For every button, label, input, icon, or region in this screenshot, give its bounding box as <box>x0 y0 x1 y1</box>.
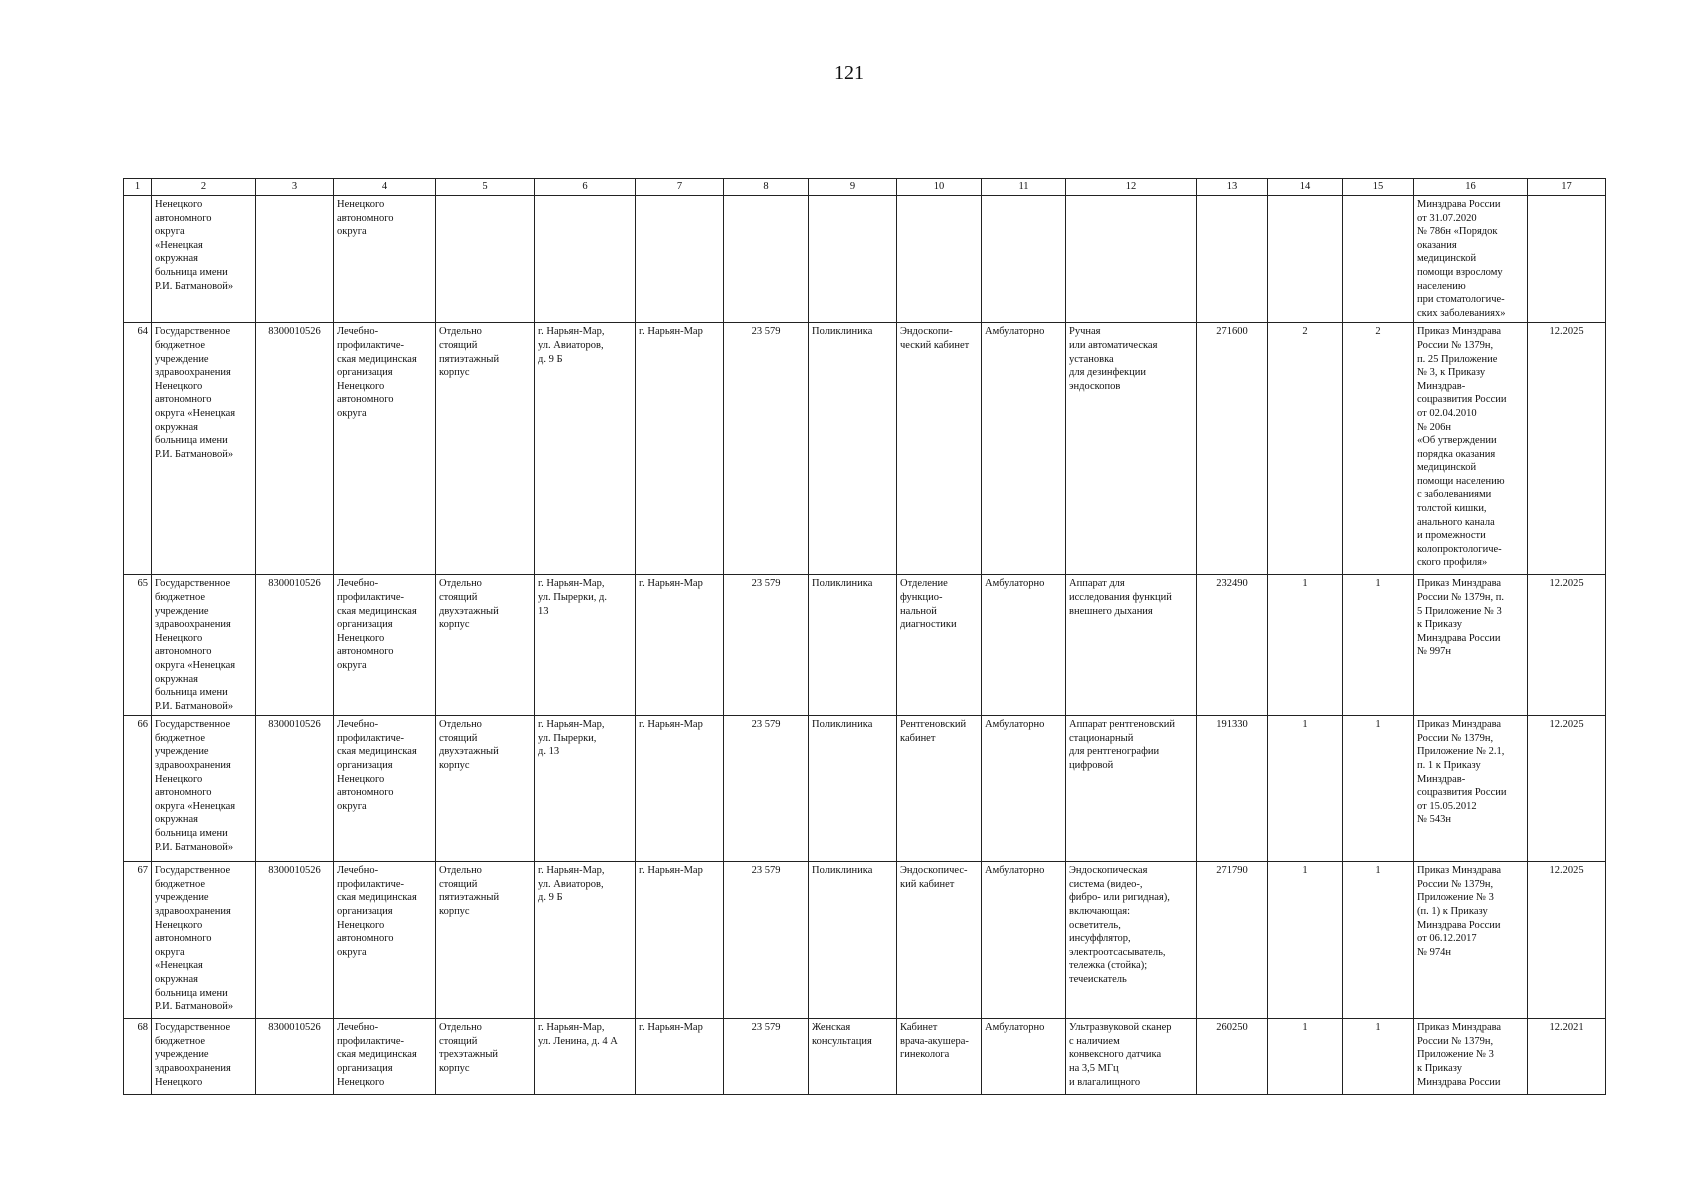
column-number: 9 <box>809 179 897 196</box>
table-cell: 271600 <box>1197 323 1268 575</box>
column-number: 12 <box>1066 179 1197 196</box>
table-cell: 65 <box>124 575 152 716</box>
table-cell: Лечебно- профилактиче- ская медицинская организация Ненецкого автономного округа <box>334 716 436 862</box>
table-cell: Лечебно- профилактиче- ская медицинская организация Ненецкого <box>334 1019 436 1095</box>
table-row <box>124 323 1606 575</box>
table-cell <box>436 196 535 323</box>
table-cell: г. Нарьян-Мар, ул. Ленина, д. 4 А <box>535 1019 636 1095</box>
table-cell: Лечебно- профилактиче- ская медицинская организация Ненецкого автономного округа <box>334 575 436 716</box>
table-cell: Эндоскопи- ческий кабинет <box>897 323 982 575</box>
table-cell <box>1528 196 1606 323</box>
table-cell: 260250 <box>1197 1019 1268 1095</box>
column-number: 2 <box>152 179 256 196</box>
column-number: 14 <box>1268 179 1343 196</box>
table-cell: 8300010526 <box>256 716 334 862</box>
table-cell: Амбулаторно <box>982 862 1066 1019</box>
table-cell: Отдельно стоящий трехэтажный корпус <box>436 1019 535 1095</box>
table-cell: Поликлиника <box>809 575 897 716</box>
table-cell <box>256 196 334 323</box>
table-cell: Ненецкого автономного округа «Ненецкая окружная больница имени Р.И. Батмановой» <box>152 196 256 323</box>
table-cell: 67 <box>124 862 152 1019</box>
table-cell: Отдельно стоящий двухэтажный корпус <box>436 716 535 862</box>
register-table <box>123 178 1606 1095</box>
table-cell <box>636 196 724 323</box>
table-cell <box>982 196 1066 323</box>
column-number: 8 <box>724 179 809 196</box>
table-cell: г. Нарьян-Мар <box>636 323 724 575</box>
table-cell: Лечебно- профилактиче- ская медицинская организация Ненецкого автономного округа <box>334 323 436 575</box>
table-row <box>124 716 1606 862</box>
table-cell: Ультразвуковой сканер с наличием конвексного датчика на 3,5 МГц и влагалищного <box>1066 1019 1197 1095</box>
table-cell: 23 579 <box>724 716 809 862</box>
table-cell: Отдельно стоящий пятиэтажный корпус <box>436 323 535 575</box>
column-number: 16 <box>1414 179 1528 196</box>
column-number: 10 <box>897 179 982 196</box>
table-cell: Государственное бюджетное учреждение здравоохранения Ненецкого автономного округа «Ненецкая окружная больница имени Р.И. Батмановой» <box>152 862 256 1019</box>
table-cell <box>1343 196 1414 323</box>
column-number: 15 <box>1343 179 1414 196</box>
table-row <box>124 862 1606 1019</box>
table-cell: Лечебно- профилактиче- ская медицинская организация Ненецкого автономного округа <box>334 862 436 1019</box>
table-cell: Поликлиника <box>809 716 897 862</box>
table-cell: 232490 <box>1197 575 1268 716</box>
table-cell: Приказ Минздрава России № 1379н, п. 5 Приложение № 3 к Приказу Минздрава России № 997н <box>1414 575 1528 716</box>
table-cell: Отдельно стоящий двухэтажный корпус <box>436 575 535 716</box>
table-cell: Приказ Минздрава России № 1379н, Приложение № 2.1, п. 1 к Приказу Минздрав- соцразвития России от 15.05.2012 № 543н <box>1414 716 1528 862</box>
column-number: 3 <box>256 179 334 196</box>
table-cell: г. Нарьян-Мар <box>636 1019 724 1095</box>
table-cell: Ручная или автоматическая установка для дезинфекции эндоскопов <box>1066 323 1197 575</box>
table-cell: 8300010526 <box>256 575 334 716</box>
table-cell: 1 <box>1343 716 1414 862</box>
table-cell: Минздрава России от 31.07.2020 № 786н «Порядок оказания медицинской помощи взрослому населению при стоматологиче- ских заболеваниях» <box>1414 196 1528 323</box>
column-number: 4 <box>334 179 436 196</box>
table-cell: 23 579 <box>724 575 809 716</box>
table-cell: Приказ Минздрава России № 1379н, Приложение № 3 к Приказу Минздрава России <box>1414 1019 1528 1095</box>
table-cell: 12.2025 <box>1528 716 1606 862</box>
table-cell <box>809 196 897 323</box>
table-cell: 1 <box>1343 575 1414 716</box>
table-cell: г. Нарьян-Мар <box>636 716 724 862</box>
table-cell: 23 579 <box>724 862 809 1019</box>
table-cell: г. Нарьян-Мар <box>636 862 724 1019</box>
table-cell: 191330 <box>1197 716 1268 862</box>
table-cell: Ненецкого автономного округа <box>334 196 436 323</box>
table-cell: 8300010526 <box>256 323 334 575</box>
table-cell: 64 <box>124 323 152 575</box>
table-row <box>124 1019 1606 1095</box>
table-cell: 23 579 <box>724 1019 809 1095</box>
column-number: 13 <box>1197 179 1268 196</box>
table-cell <box>724 196 809 323</box>
table-cell: 1 <box>1268 575 1343 716</box>
table-cell: 1 <box>1343 862 1414 1019</box>
table-cell: 1 <box>1268 862 1343 1019</box>
table-cell: Рентгеновский кабинет <box>897 716 982 862</box>
table-cell: Поликлиника <box>809 323 897 575</box>
table-cell <box>1066 196 1197 323</box>
table-cell: 12.2025 <box>1528 323 1606 575</box>
table-cell <box>535 196 636 323</box>
column-number: 6 <box>535 179 636 196</box>
column-number: 17 <box>1528 179 1606 196</box>
table-cell <box>124 196 152 323</box>
table-cell: 66 <box>124 716 152 862</box>
table-cell: Амбулаторно <box>982 716 1066 862</box>
table-cell: 1 <box>1343 1019 1414 1095</box>
table-cell: 12.2021 <box>1528 1019 1606 1095</box>
column-number: 11 <box>982 179 1066 196</box>
table-cell: Кабинет врача-акушера- гинеколога <box>897 1019 982 1095</box>
table-cell: Государственное бюджетное учреждение здравоохранения Ненецкого автономного округа «Ненецкая окружная больница имени Р.И. Батмановой» <box>152 323 256 575</box>
table-cell: г. Нарьян-Мар, ул. Авиаторов, д. 9 Б <box>535 323 636 575</box>
table-cell: г. Нарьян-Мар <box>636 575 724 716</box>
table-cell: 12.2025 <box>1528 862 1606 1019</box>
table-cell <box>897 196 982 323</box>
table-cell: Государственное бюджетное учреждение здравоохранения Ненецкого автономного округа «Ненецкая окружная больница имени Р.И. Батмановой» <box>152 716 256 862</box>
column-number-row <box>124 179 1606 196</box>
table-row <box>124 196 1606 323</box>
table-cell: 1 <box>1268 716 1343 862</box>
column-number: 5 <box>436 179 535 196</box>
table-cell: Амбулаторно <box>982 575 1066 716</box>
table-cell <box>1268 196 1343 323</box>
table-cell: Аппарат для исследования функций внешнего дыхания <box>1066 575 1197 716</box>
table-cell: Государственное бюджетное учреждение здравоохранения Ненецкого <box>152 1019 256 1095</box>
table-cell: 1 <box>1268 1019 1343 1095</box>
table-cell: Приказ Минздрава России № 1379н, Приложение № 3 (п. 1) к Приказу Минздрава России от 06.12.2017 № 974н <box>1414 862 1528 1019</box>
table-cell: Амбулаторно <box>982 323 1066 575</box>
table-cell: Аппарат рентгеновский стационарный для рентгенографии цифровой <box>1066 716 1197 862</box>
table-cell: 8300010526 <box>256 1019 334 1095</box>
table-cell <box>1197 196 1268 323</box>
table-cell: Женская консультация <box>809 1019 897 1095</box>
page-number: 121 <box>834 62 864 84</box>
table-cell: Государственное бюджетное учреждение здравоохранения Ненецкого автономного округа «Ненецкая окружная больница имени Р.И. Батмановой» <box>152 575 256 716</box>
table-cell: 8300010526 <box>256 862 334 1019</box>
table-cell: Отделение функцио- нальной диагностики <box>897 575 982 716</box>
table-cell: 2 <box>1268 323 1343 575</box>
table-cell: г. Нарьян-Мар, ул. Пырерки, д. 13 <box>535 716 636 862</box>
table-cell: 12.2025 <box>1528 575 1606 716</box>
table-cell: Поликлиника <box>809 862 897 1019</box>
table-cell: г. Нарьян-Мар, ул. Авиаторов, д. 9 Б <box>535 862 636 1019</box>
table-cell: 2 <box>1343 323 1414 575</box>
table-cell: Амбулаторно <box>982 1019 1066 1095</box>
table-cell: 68 <box>124 1019 152 1095</box>
table-cell: 23 579 <box>724 323 809 575</box>
table-cell: Эндоскопическая система (видео-, фибро- или ригидная), включающая: осветитель, инсуффлятор, электроотсасыватель, тележка (стойка); течеискатель <box>1066 862 1197 1019</box>
table-cell: Отдельно стоящий пятиэтажный корпус <box>436 862 535 1019</box>
column-number: 1 <box>124 179 152 196</box>
table-cell: Приказ Минздрава России № 1379н, п. 25 Приложение № 3, к Приказу Минздрав- соцразвития России от 02.04.2010 № 206н «Об утверждении порядка оказания медицинской помощи населению с заболеваниями толстой кишки, анального канала и промежности колопроктологиче- ского профиля» <box>1414 323 1528 575</box>
table-row <box>124 575 1606 716</box>
table-cell: Эндоскопичес- кий кабинет <box>897 862 982 1019</box>
table-cell: 271790 <box>1197 862 1268 1019</box>
column-number: 7 <box>636 179 724 196</box>
table-cell: г. Нарьян-Мар, ул. Пырерки, д. 13 <box>535 575 636 716</box>
